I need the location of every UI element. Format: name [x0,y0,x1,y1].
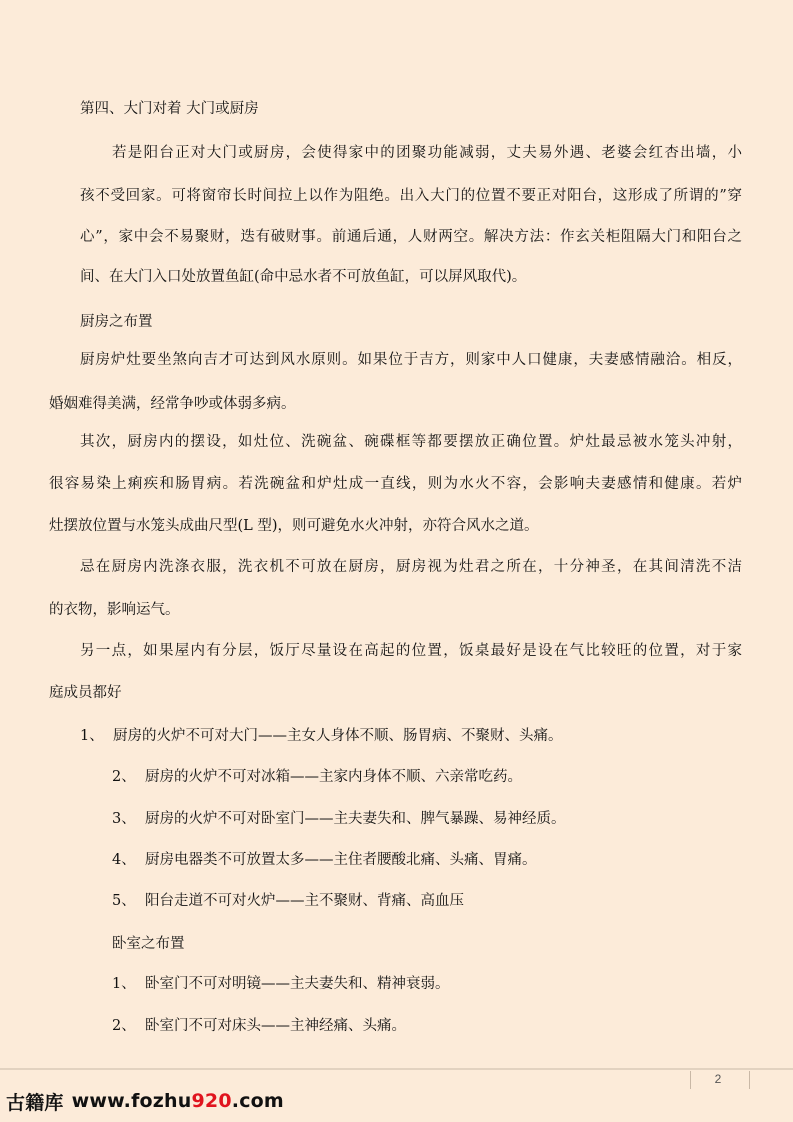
watermark-cn: 古籍库 [6,1091,64,1114]
para4-line1: 忌在厨房内洗涤衣服，洗衣机不可放在厨房，厨房视为灶君之所在，十分神圣，在其间清洗不洁 [80,559,742,575]
kitchen-item-2-text: 厨房的火炉不可对冰箱——主家内身体不顺、六亲常吃药。 [145,769,522,785]
kitchen-item-5-num: 5、 [112,893,136,909]
kitchen-item-1-text: 厨房的火炉不可对大门——主女人身体不顺、肠胃病、不聚财、头痛。 [113,728,563,744]
kitchen-item-4-num: 4、 [112,852,136,868]
kitchen-item-1-num: 1、 [80,728,104,744]
para3-line1: 其次，厨房内的摆设，如灶位、洗碗盆、碗碟框等都要摆放正确位置。炉灶最忌被水笼头冲射， [80,434,742,450]
bedroom-item-1-text: 卧室门不可对明镜——主夫妻失和、精神衰弱。 [145,976,450,992]
bedroom-item-1-num: 1、 [112,976,136,992]
page-number: 2 [714,1072,722,1086]
para1-line3: 心”，家中会不易聚财，迭有破财事。前通后通，人财两空。解决方法：作玄关柜阻隔大门和阳台之 [80,229,742,245]
para2-line1: 厨房炉灶要坐煞向吉才可达到风水原则。如果位于吉方，则家中人口健康，夫妻感情融洽。相反， [80,352,742,368]
para3-line2: 很容易染上痢疾和肠胃病。若洗碗盆和炉灶成一直线，则为水火不容，会影响夫妻感情和健康。若炉 [49,476,742,492]
section-kitchen: 厨房之布置 [80,314,153,330]
section-bedroom: 卧室之布置 [112,936,185,952]
bedroom-item-2-num: 2、 [112,1018,136,1034]
para1-line4: 间、在大门入口处放置鱼缸(命中忌水者不可放鱼缸，可以屏风取代)。 [80,269,527,285]
kitchen-item-5-text: 阳台走道不可对火炉——主不聚财、背痛、高血压 [145,893,464,909]
watermark-url-b: 920 [191,1090,232,1112]
para5-line2: 庭成员都好 [49,685,122,701]
site-watermark [6,1088,284,1114]
para1-line1: 若是阳台正对大门或厨房，会使得家中的团聚功能减弱，丈夫易外遇、老婆会红杏出墙，小 [112,145,742,161]
para3-line3: 灶摆放位置与水笼头成曲尺型(L 型)，则可避免水火冲射，亦符合风水之道。 [49,518,539,534]
footer-rule [0,1068,793,1070]
para4-line2: 的衣物，影响运气。 [49,602,180,618]
bedroom-item-2-text: 卧室门不可对床头——主神经痛、头痛。 [145,1018,406,1034]
para1-line2: 孩不受回家。可将窗帘长时间拉上以作为阻绝。出入大门的位置不要正对阳台，这形成了所谓的”穿 [80,188,742,204]
heading-4: 第四、大门对着 大门或厨房 [80,101,259,117]
watermark-url-c: .com [231,1090,284,1112]
kitchen-item-4-text: 厨房电器类不可放置太多——主住者腰酸北痛、头痛、胃痛。 [145,852,537,868]
kitchen-item-2-num: 2、 [112,769,136,785]
kitchen-item-3-num: 3、 [112,811,136,827]
watermark-url-a: www.fozhu [71,1090,192,1112]
para5-line1: 另一点，如果屋内有分层，饭厅尽量设在高起的位置，饭桌最好是设在气比较旺的位置，对于家 [80,643,742,659]
kitchen-item-3-text: 厨房的火炉不可对卧室门——主夫妻失和、脾气暴躁、易神经质。 [145,811,566,827]
para2-line2: 婚姻难得美满，经常争吵或体弱多病。 [49,396,296,412]
